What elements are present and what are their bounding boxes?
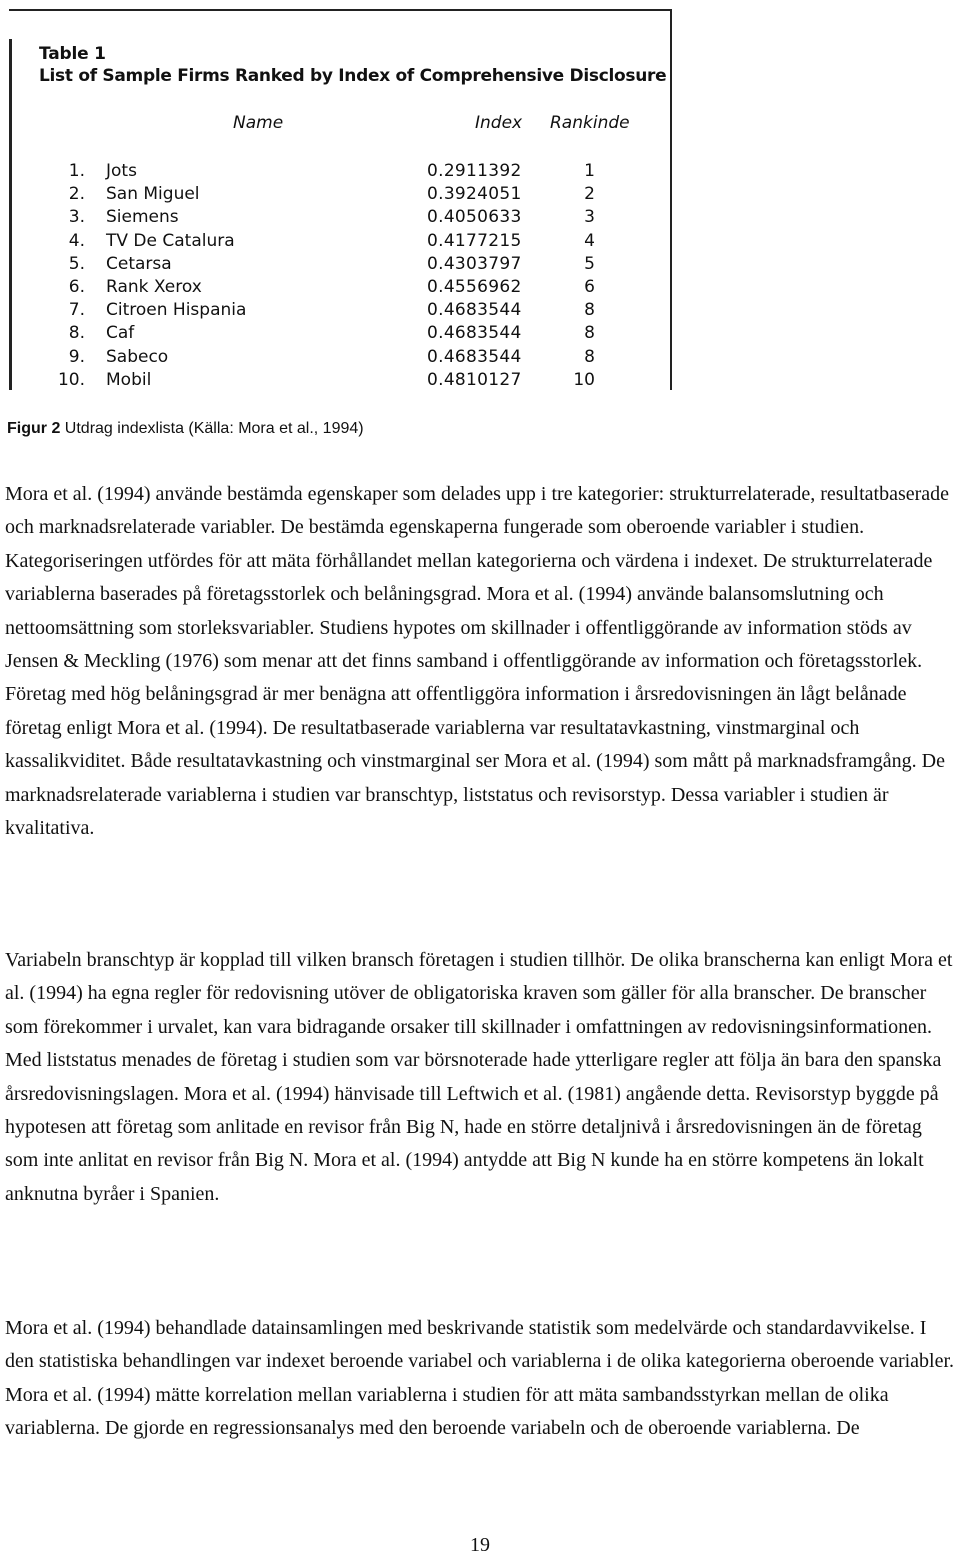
index-value: 0.3924051 <box>427 184 522 205</box>
table-subtitle: List of Sample Firms Ranked by Index of Comprehensive Disclosure <box>39 66 667 86</box>
table-body <box>9 160 672 392</box>
firm-name: Caf <box>106 323 135 344</box>
rank-value: 3 <box>584 207 595 228</box>
body-paragraph: Mora et al. (1994) använde bestämda egenskaper som delades upp i tre kategorier: strukturrelaterade, resultatbaserade och marknadsrelaterade variabler. De bestämda egenskaperna fungerade som oberoende variabler i studien. Kategoriseringen utfördes för att mäta förhållandet mellan kategorierna och värdena i indexet. De strukturrelaterade variablerna baserades på företagsstorlek och belåningsgrad. Mora et al. (1994) använde balansomslutning och nettoomsättning som storleksvariabler. Studiens hypotes om skillnader i offentliggörande av information stöds av Jensen & Meckling (1976) som menar att det finns samband i offentliggörande av information och företagsstorlek. Företag med hög belåningsgrad är mer benägna att offentliggöra information i årsredovisningen än lågt belånade företag enligt Mora et al. (1994). De resultatbaserade variablerna var resultatavkastning, vinstmarginal och kassalikviditet. Både resultatavkastning och vinstmarginal ser Mora et al. (1994) som mått på marknadsframgång. De marknadsrelaterade variablerna i studien var branschtyp, liststatus och revisorstyp. Dessa variabler i studien är kvalitativa. <box>5 483 950 840</box>
firm-name: Cetarsa <box>106 253 172 274</box>
column-header-index: Index <box>475 113 523 133</box>
figure-caption <box>7 419 364 439</box>
firm-name: Siemens <box>106 207 179 228</box>
table-row <box>9 322 672 345</box>
rank-value: 6 <box>584 276 595 297</box>
firm-name: TV De Catalura <box>106 230 235 251</box>
figure-border <box>9 9 672 11</box>
rank-value: 1 <box>584 161 595 181</box>
rank-value: 5 <box>584 253 595 274</box>
table-row <box>9 276 672 299</box>
firm-name: San Miguel <box>106 184 200 205</box>
row-number: 8. <box>68 323 85 344</box>
firm-name: Rank Xerox <box>106 276 202 297</box>
figure-caption-text: Utdrag indexlista (Källa: Mora et al., 1994) <box>60 420 364 437</box>
row-number: 4. <box>68 230 85 251</box>
table-row <box>9 183 672 206</box>
index-value: 0.4177215 <box>427 230 522 251</box>
row-number: 1. <box>68 161 85 181</box>
row-number: 3. <box>68 207 85 228</box>
table-row <box>9 206 672 229</box>
index-value: 0.4683544 <box>427 323 522 344</box>
rank-value: 8 <box>584 346 595 367</box>
firm-name: Mobil <box>106 369 152 390</box>
column-header-name: Name <box>233 113 284 133</box>
column-header-rank: Rankinde <box>550 113 630 133</box>
rank-value: 4 <box>584 230 595 251</box>
firm-name: Sabeco <box>106 346 169 367</box>
index-value: 0.4050633 <box>427 207 522 228</box>
row-number: 6. <box>68 276 85 297</box>
index-value: 0.4556962 <box>427 276 522 297</box>
table-row <box>9 299 672 322</box>
page-number: 19 <box>470 1534 490 1556</box>
rank-value: 10 <box>573 369 595 390</box>
table-row <box>9 369 672 392</box>
row-number: 2. <box>68 184 85 205</box>
index-value: 0.4810127 <box>427 369 522 390</box>
table-title: Table 1 <box>39 44 106 64</box>
index-value: 0.4303797 <box>427 253 522 274</box>
table-row <box>9 230 672 253</box>
rank-value: 2 <box>584 184 595 205</box>
index-value: 0.4683544 <box>427 300 522 321</box>
row-number: 7. <box>68 300 85 321</box>
rank-value: 8 <box>584 300 595 321</box>
row-number: 10. <box>57 369 85 390</box>
firm-name: Citroen Hispania <box>106 300 247 321</box>
table-row <box>9 253 672 276</box>
body-paragraph: Variabeln branschtyp är kopplad till vilken bransch företagen i studien tillhör. De olika branscherna kan enligt Mora et al. (1994) ha egna regler för redovisning utöver de obligatoriska kraven som gäller för alla branscher. De branscher som förekommer i urvalet, kan vara bidragande orsaker till skillnader i omfattningen av redovisningsinformationen. Med liststatus menades de företag i studien som var börsnoterade hade ytterligare regler att följa än bara den spanska årsredovisningslagen. Mora et al. (1994) hänvisade till Leftwich et al. (1981) angående detta. Revisorstyp byggde på hypotesen att företag som anlitade en revisor från Big N, hade en större detaljnivå i årsredovisningen än de företag som inte anlitat en revisor från Big N. Mora et al. (1994) antydde att Big N kunde ha en större kompetens än lokalt anknutna byråer i Spanien. <box>5 949 953 1205</box>
body-paragraph: Mora et al. (1994) behandlade datainsamlingen med beskrivande statistik som medelvärde och standardavvikelse. I den statistiska behandlingen var indexet beroende variabel och variablerna i de olika kategorierna oberoende variabler. Mora et al. (1994) mätte korrelation mellan variablerna i studien för att mäta sambandsstyrkan mellan de olika variablerna. De gjorde en regressionsanalys med den beroende variabeln och de oberoende variablerna. De <box>5 1317 955 1440</box>
row-number: 9. <box>68 346 85 367</box>
index-value: 0.2911392 <box>427 161 522 181</box>
figure-label: Figur 2 <box>7 420 61 437</box>
table-row <box>9 160 672 183</box>
table-figure <box>9 9 672 390</box>
rank-value: 8 <box>584 323 595 344</box>
row-number: 5. <box>68 253 85 274</box>
firm-name: Jots <box>106 161 137 181</box>
index-value: 0.4683544 <box>427 346 522 367</box>
table-row <box>9 346 672 369</box>
